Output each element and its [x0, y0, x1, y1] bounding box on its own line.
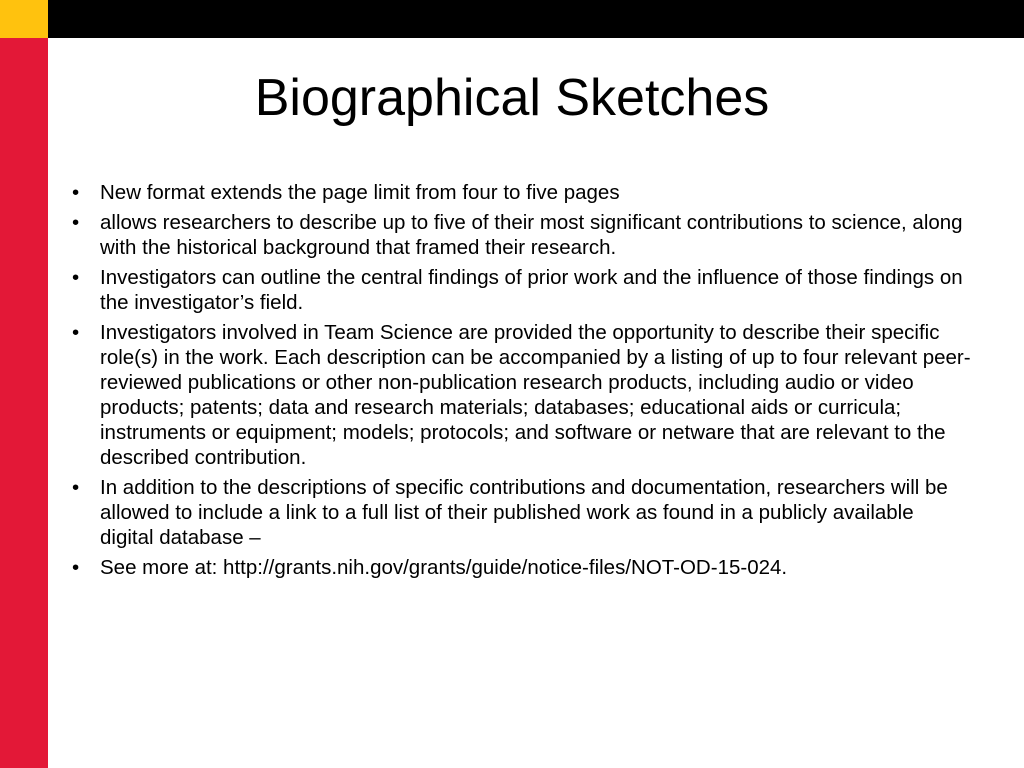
bullet-icon: • [72, 476, 80, 499]
bullet-icon: • [72, 556, 80, 579]
bullet-text: See more at: http://grants.nih.gov/grants/guide/notice-files/NOT-OD-15-024. [100, 556, 788, 579]
bullet-item [72, 475, 972, 550]
top-bar [0, 0, 1024, 38]
bullet-text: In addition to the descriptions of specific contributions and documentation, researchers will be allowed to include a link to a full list of their published work as found in a publicly available digital database – [100, 476, 948, 549]
bullet-item [72, 210, 972, 260]
bullet-icon: • [72, 181, 80, 204]
bullet-list [72, 180, 972, 585]
bullet-text: Investigators can outline the central findings of prior work and the influence of those findings on the investigator’s field. [100, 266, 963, 314]
bullet-text: New format extends the page limit from four to five pages [100, 181, 620, 204]
corner-accent [0, 0, 48, 38]
bullet-item [72, 180, 972, 205]
slide-title: Biographical Sketches [254, 69, 770, 127]
bullet-text: Investigators involved in Team Science are provided the opportunity to describe their specific role(s) in the work. Each description can be accompanied by a listing of up to four relevant peer-reviewed publications or other non-publication research products, including audio or video products; patents; data and research materials; databases; educational aids or curricula; instruments or equipment; models; protocols; and software or netware that are relevant to the described contribution. [100, 321, 971, 469]
bullet-icon: • [72, 211, 80, 234]
bullet-icon: • [72, 321, 80, 344]
bullet-item [72, 265, 972, 315]
bullet-icon: • [72, 266, 80, 289]
bullet-text: allows researchers to describe up to five of their most significant contributions to science, along with the historical background that framed their research. [100, 211, 963, 259]
bullet-item [72, 320, 972, 470]
side-bar [0, 38, 48, 768]
bullet-item [72, 555, 972, 580]
